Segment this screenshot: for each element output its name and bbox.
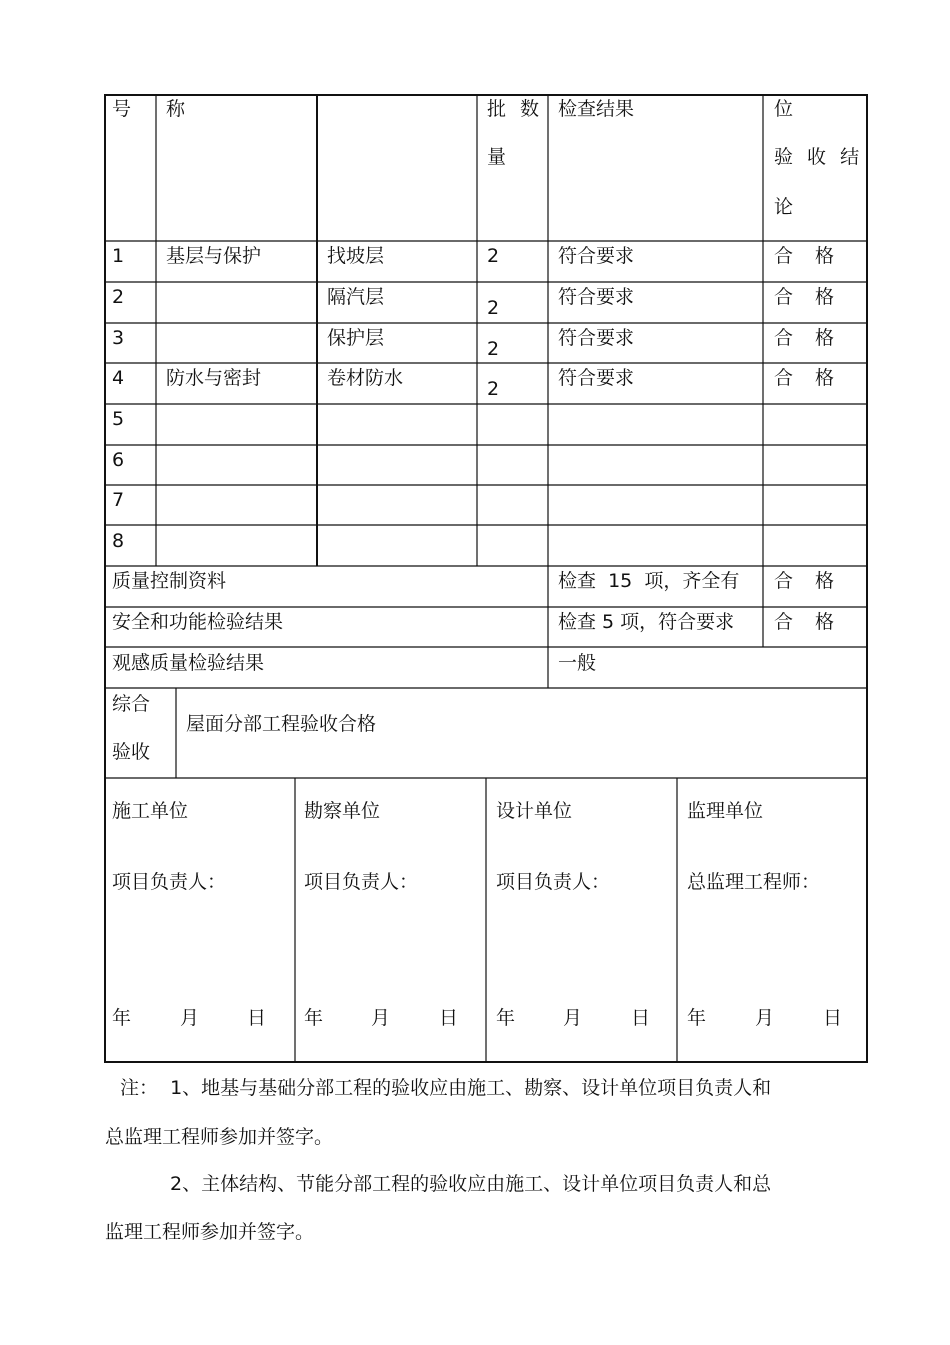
header-conclusion-3: 论 bbox=[774, 196, 794, 218]
header-conclusion-2: 验 收 结 bbox=[774, 146, 864, 168]
row-4-no: 4 bbox=[112, 367, 125, 389]
sig-design-unit: 设计单位 bbox=[496, 800, 573, 822]
row-4-result: 符合要求 bbox=[558, 367, 635, 389]
header-qty: 批 数 bbox=[487, 98, 544, 120]
row-1-no: 1 bbox=[112, 245, 125, 267]
summary-safety-result: 检查 5 项，符合要求 bbox=[558, 611, 735, 633]
sig-construction-unit: 施工单位 bbox=[112, 800, 189, 822]
sig-supervision-role: 总监理工程师： bbox=[687, 871, 821, 893]
sig-construction-role: 项目负责人： bbox=[112, 871, 227, 893]
sig-design-year: 年 bbox=[496, 1007, 516, 1029]
summary-appearance-label: 观感质量检验结果 bbox=[112, 652, 265, 674]
row-4-conclusion: 合 格 bbox=[774, 367, 843, 389]
sig-design-month: 月 bbox=[563, 1007, 583, 1029]
row-6-no: 6 bbox=[112, 449, 125, 471]
note-1-line-2: 总监理工程师参加并签字。 bbox=[105, 1126, 334, 1148]
header-name: 称 bbox=[166, 98, 186, 120]
header-result: 检查结果 bbox=[558, 98, 635, 120]
row-3-no: 3 bbox=[112, 327, 125, 349]
row-3-conclusion: 合 格 bbox=[774, 327, 843, 349]
sig-survey-unit: 勘察单位 bbox=[304, 800, 381, 822]
row-1-qty: 2 bbox=[487, 245, 500, 267]
summary-quality-conclusion: 合 格 bbox=[774, 570, 843, 592]
note-2-line-1: 2、主体结构、节能分部工程的验收应由施工、设计单位项目负责人和总 bbox=[170, 1173, 772, 1195]
summary-appearance-result: 一般 bbox=[558, 652, 597, 674]
overall-label-2: 验收 bbox=[112, 741, 151, 763]
row-1-result: 符合要求 bbox=[558, 245, 635, 267]
summary-quality-result: 检查 15 项，齐全有 bbox=[558, 570, 740, 592]
sig-construction-month: 月 bbox=[180, 1007, 200, 1029]
summary-safety-label: 安全和功能检验结果 bbox=[112, 611, 284, 633]
note-2-line-2: 监理工程师参加并签字。 bbox=[105, 1221, 315, 1243]
row-4-category: 防水与密封 bbox=[166, 367, 262, 389]
row-2-result: 符合要求 bbox=[558, 286, 635, 308]
header-no: 号 bbox=[112, 98, 132, 120]
overall-label-1: 综合 bbox=[112, 693, 151, 715]
sig-supervision-year: 年 bbox=[687, 1007, 707, 1029]
sig-survey-month: 月 bbox=[371, 1007, 391, 1029]
row-4-item: 卷材防水 bbox=[327, 367, 404, 389]
row-8-no: 8 bbox=[112, 530, 125, 552]
summary-quality-label: 质量控制资料 bbox=[112, 570, 227, 592]
row-1-item: 找坡层 bbox=[327, 245, 385, 267]
row-5-no: 5 bbox=[112, 408, 125, 430]
sig-supervision-month: 月 bbox=[755, 1007, 775, 1029]
row-2-conclusion: 合 格 bbox=[774, 286, 843, 308]
sig-survey-day: 日 bbox=[439, 1007, 459, 1029]
sig-supervision-day: 日 bbox=[823, 1007, 843, 1029]
row-1-category: 基层与保护 bbox=[166, 245, 262, 267]
sig-construction-year: 年 bbox=[112, 1007, 132, 1029]
row-2-item: 隔汽层 bbox=[327, 286, 385, 308]
note-1-line-1: 注： 1、地基与基础分部工程的验收应由施工、勘察、设计单位项目负责人和 bbox=[120, 1077, 772, 1099]
sig-survey-role: 项目负责人： bbox=[304, 871, 419, 893]
row-3-result: 符合要求 bbox=[558, 327, 635, 349]
row-7-no: 7 bbox=[112, 489, 125, 511]
row-1-conclusion: 合 格 bbox=[774, 245, 843, 267]
row-2-no: 2 bbox=[112, 286, 125, 308]
row-4-qty: 2 bbox=[487, 378, 500, 400]
header-conclusion-1: 位 bbox=[774, 98, 794, 120]
summary-safety-conclusion: 合 格 bbox=[774, 611, 843, 633]
sig-survey-year: 年 bbox=[304, 1007, 324, 1029]
sig-design-role: 项目负责人： bbox=[496, 871, 611, 893]
sig-supervision-unit: 监理单位 bbox=[687, 800, 764, 822]
sig-design-day: 日 bbox=[631, 1007, 651, 1029]
row-3-item: 保护层 bbox=[327, 327, 385, 349]
row-2-qty: 2 bbox=[487, 297, 500, 319]
sig-construction-day: 日 bbox=[247, 1007, 267, 1029]
row-3-qty: 2 bbox=[487, 338, 500, 360]
header-qty-2: 量 bbox=[487, 146, 507, 168]
overall-verdict-text: 屋面分部工程验收合格 bbox=[186, 713, 377, 735]
